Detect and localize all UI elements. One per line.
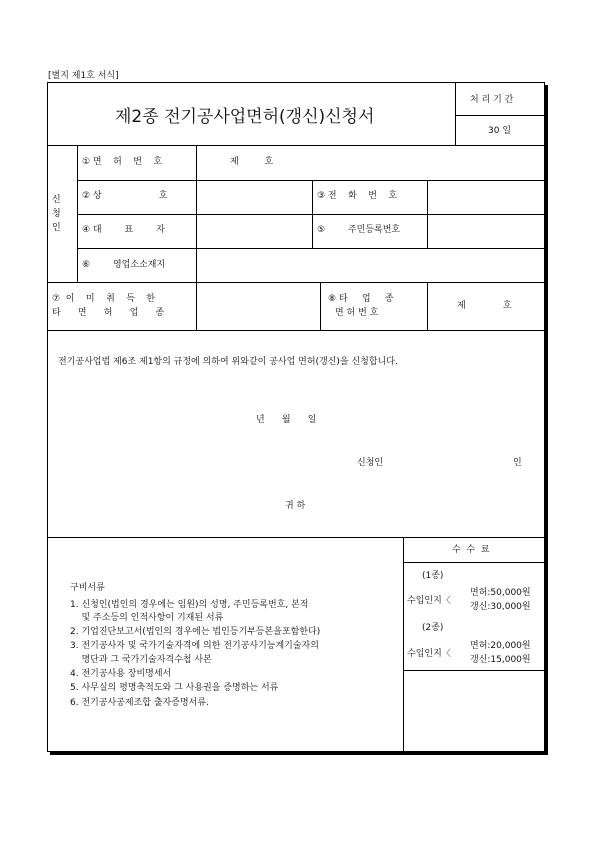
document-item: 2. 기업진단보고서(법인의 경우에는 법인등기부등본을포함한다) [70,627,321,637]
document-item: 명단과 그 국가기술자격수첩 사본 [70,655,212,665]
document-item: 및 주소등의 인적사항이 기재된 서류 [70,613,224,623]
applicant-signature-label: 신청인 [357,458,384,468]
form-reference: [별지 제1호 서식] [48,71,119,81]
fee-class1-renewal: 갱신:30,000원 [470,602,531,612]
applicant-label-1: 신 [52,195,61,205]
phone-label: ③ 전 화 번 호 [317,191,398,201]
other-license-label-2: 타 면 허 업 종 [52,308,165,318]
fee-stamp-label: 수입인지〈 [407,649,451,659]
fee-class-2: (2종) [422,623,444,633]
resident-number-label: ⑤ 주민등록번호 [317,225,401,235]
office-address-label: ⑥ 영업소소재지 [82,260,166,270]
documents-heading: 구비서류 [70,583,105,593]
fee-stamp-label: 수입인지〈 [407,596,451,606]
recipient-line: 귀 하 [285,501,306,511]
fee-heading: 수 수 료 [452,545,490,555]
processing-period-value: 30 일 [488,126,512,136]
representative-label: ④ 대 표 자 [82,225,165,235]
form-title: 제2종 전기공사업면허(갱신)신청서 [115,107,375,127]
trade-name-label: ② 상 호 [82,191,168,201]
frame-shadow [545,85,548,755]
processing-period-label: 처 리 기 간 [470,95,514,105]
fee-class-1: (1종) [422,571,444,581]
fee-class2-license: 면허:20,000원 [470,641,531,651]
date-line: 년 월 일 [256,415,317,425]
applicant-label-3: 인 [52,223,61,233]
document-item: 4. 전기공사용 장비명세서 [70,669,172,679]
frame-shadow [50,752,548,755]
document-item: 3. 전기공사자 및 국가기술자격에 의한 전기공사기능계기술자의 [70,641,319,651]
license-number-value: 제 호 [230,157,274,167]
seal-mark: 인 [513,458,522,468]
applicant-label-2: 청 [52,209,61,219]
document-item: 5. 사무실의 평명축적도와 그 사용권을 증명하는 서류 [70,683,279,693]
other-license-number-value: 제 호 [457,301,512,311]
document-item: 6. 전기공사공제조합 출자증명서류. [70,698,209,708]
other-type-label-2: 면 허 번 호 [335,308,379,318]
application-statement: 전기공사업법 제6조 제1항의 규정에 의하여 위와같이 공사업 면허(갱신)을 신청합니다. [58,357,398,367]
license-number-label: ① 면 허 번 호 [82,157,163,167]
document-item: 1. 신청인(법인의 경우에는 임원)의 성명, 주민등록번호, 본적 [70,600,309,610]
fee-class2-renewal: 갱신:15,000원 [470,655,531,665]
fee-class1-license: 면허:50,000원 [470,588,531,598]
other-type-label-1: ⑧ 타 업 종 [328,294,394,304]
other-license-label-1: ⑦ 이 미 취 득 한 [52,294,156,304]
